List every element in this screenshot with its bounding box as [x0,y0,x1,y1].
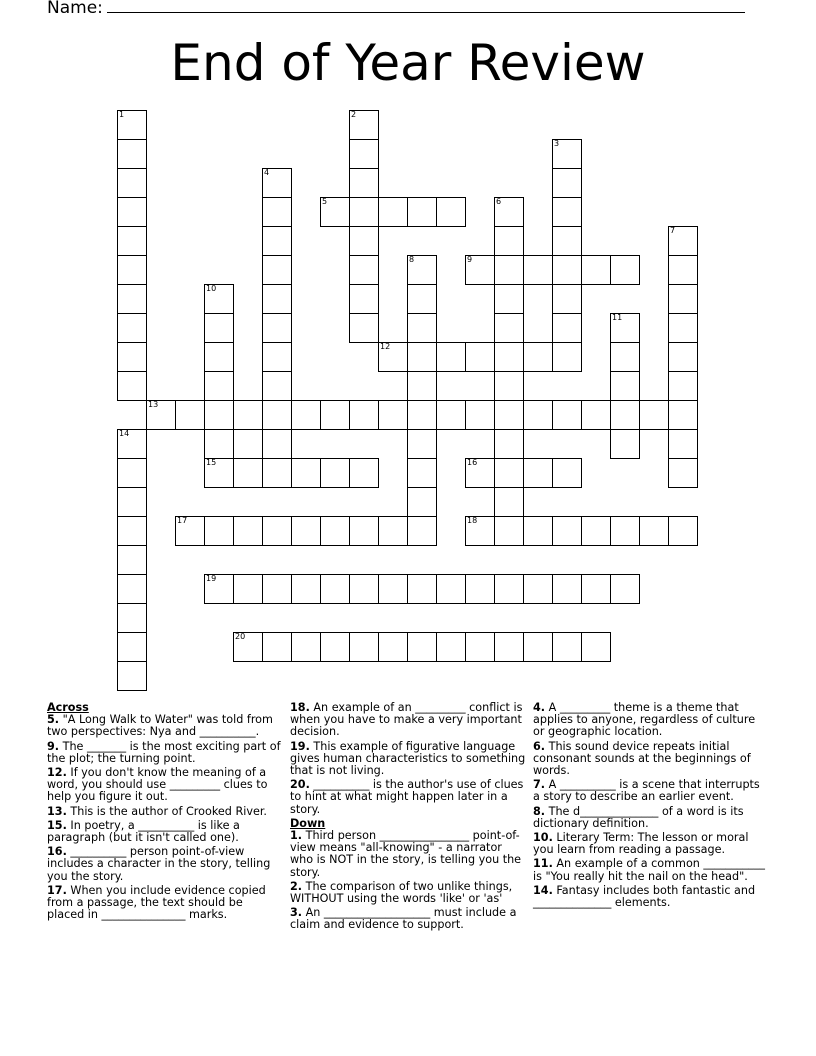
clue-across: 16. __________ person point-of-view includes a character in the story, telling you the story. [47,845,271,883]
clue-down: 14. Fantasy includes both fantastic and ______________ elements. [533,883,756,910]
clue-number: 12 [380,342,391,351]
clue-across: 19. This example of figurative language gives human characteristics to something that is not living. [290,739,526,778]
clue-across: 15. In poetry, a __________ is like a paragraph (but it isn't called one). [47,818,240,845]
grid-cell[interactable] [407,255,437,285]
clue-across: 5. "A Long Walk to Water" was told from two perspectives: Nya and __________. [47,713,273,739]
grid-cell[interactable] [581,516,611,546]
clue-number: 8 [409,255,415,264]
grid-cell[interactable] [117,429,147,459]
grid-cell[interactable] [349,197,379,227]
grid-cell[interactable] [204,516,234,546]
grid-cell[interactable] [175,400,205,430]
grid-cell[interactable] [291,574,321,604]
clues-column-3 [533,702,769,911]
grid-cell[interactable] [204,400,234,430]
grid-cell[interactable] [320,458,350,488]
clue-number: 13 [148,400,159,409]
clue-number: 17 [177,516,188,525]
clue-number: 9 [467,255,473,264]
grid-cell[interactable] [291,516,321,546]
grid-cell[interactable] [117,197,147,227]
grid-cell[interactable] [494,342,524,372]
grid-cell[interactable] [494,226,524,256]
grid-cell[interactable] [668,371,698,401]
grid-cell[interactable] [552,226,582,256]
grid-cell[interactable] [407,429,437,459]
grid-cell[interactable] [523,342,553,372]
grid-cell[interactable] [262,516,292,546]
clue-number: 4 [264,168,270,177]
grid-cell[interactable] [436,632,466,662]
clue-number: 7 [670,226,676,235]
grid-cell[interactable] [233,632,263,662]
grid-cell[interactable] [552,313,582,343]
grid-cell[interactable] [204,284,234,314]
grid-cell[interactable] [407,197,437,227]
grid-cell[interactable] [204,371,234,401]
grid-cell[interactable] [291,632,321,662]
grid-cell[interactable] [494,632,524,662]
grid-cell[interactable] [494,400,524,430]
grid-cell[interactable] [262,342,292,372]
grid-cell[interactable] [320,197,350,227]
grid-cell[interactable] [407,632,437,662]
grid-cell[interactable] [494,429,524,459]
grid-cell[interactable] [523,400,553,430]
grid-cell[interactable] [378,197,408,227]
grid-cell[interactable] [146,400,176,430]
grid-cell[interactable] [668,226,698,256]
grid-cell[interactable] [465,574,495,604]
grid-cell[interactable] [117,603,147,633]
clue-across: 17. When you include evidence copied from a passage, the text should be placed in _______________ marks. [47,883,266,922]
grid-cell[interactable] [233,574,263,604]
grid-cell[interactable] [610,429,640,459]
clue-number: 15 [206,458,217,467]
grid-cell[interactable] [262,226,292,256]
grid-cell[interactable] [262,255,292,285]
grid-cell[interactable] [262,574,292,604]
grid-cell[interactable] [610,516,640,546]
grid-cell[interactable] [465,632,495,662]
grid-cell[interactable] [494,255,524,285]
grid-cell[interactable] [349,574,379,604]
clue-down: 10. Literary Term: The lesson or moral you learn from reading a passage. [533,831,749,857]
grid-cell[interactable] [117,632,147,662]
grid-cell[interactable] [668,313,698,343]
grid-cell[interactable] [494,487,524,517]
clue-number: 3 [554,139,560,148]
grid-cell[interactable] [262,400,292,430]
grid-cell[interactable] [523,458,553,488]
grid-cell[interactable] [668,516,698,546]
clue-across: 9. The _______ is the most exciting part of the plot; the turning point. [47,739,281,765]
grid-cell[interactable] [262,371,292,401]
grid-cell[interactable] [262,458,292,488]
grid-cell[interactable] [117,371,147,401]
grid-cell[interactable] [378,400,408,430]
grid-cell[interactable] [494,284,524,314]
grid-cell[interactable] [204,574,234,604]
grid-cell[interactable] [668,284,698,314]
clue-number: 6 [496,197,502,206]
grid-cell[interactable] [349,400,379,430]
clue-number: 16 [467,458,478,467]
clue-number: 5 [322,197,328,206]
grid-cell[interactable] [117,661,147,691]
grid-cell[interactable] [552,139,582,169]
grid-cell[interactable] [494,574,524,604]
grid-cell[interactable] [523,255,553,285]
grid-cell[interactable] [204,313,234,343]
grid-cell[interactable] [494,313,524,343]
grid-cell[interactable] [117,110,147,140]
grid-cell[interactable] [117,313,147,343]
clue-down: 7. A __________ is a scene that interrupts a story to describe an earlier event. [533,778,760,804]
across-heading: Across [47,701,89,714]
clue-down: 11. An example of a common ___________ is "You really hit the nail on the head". [533,857,765,883]
grid-cell[interactable] [349,313,379,343]
grid-cell[interactable] [320,400,350,430]
clue-number: 20 [235,632,246,641]
grid-cell[interactable] [523,632,553,662]
grid-cell[interactable] [407,516,437,546]
grid-cell[interactable] [117,284,147,314]
grid-cell[interactable] [291,400,321,430]
grid-cell[interactable] [581,574,611,604]
grid-cell[interactable] [349,168,379,198]
clue-number: 10 [206,284,217,293]
clue-down: 8. The d______________ of a word is its dictionary definition. [533,804,744,830]
clue-across: 12. If you don't know the meaning of a word, you should use _________ clues to help you figure it out. [47,766,268,804]
clue-number: 14 [119,429,130,438]
grid-cell[interactable] [494,516,524,546]
clue-number: 1 [119,110,125,119]
grid-cell[interactable] [204,429,234,459]
grid-cell[interactable] [117,516,147,546]
grid-cell[interactable] [610,400,640,430]
down-heading: Down [290,816,326,830]
grid-cell[interactable] [494,458,524,488]
grid-cell[interactable] [378,516,408,546]
grid-cell[interactable] [668,342,698,372]
grid-cell[interactable] [233,516,263,546]
grid-cell[interactable] [233,458,263,488]
grid-cell[interactable] [291,458,321,488]
grid-cell[interactable] [552,458,582,488]
grid-cell[interactable] [262,197,292,227]
grid-cell[interactable] [407,458,437,488]
clue-number: 19 [206,574,217,583]
grid-cell[interactable] [117,458,147,488]
grid-cell[interactable] [494,197,524,227]
grid-cell[interactable] [320,574,350,604]
grid-cell[interactable] [668,429,698,459]
clue-across: 13. This is the author of Crooked River. [47,804,267,818]
grid-cell[interactable] [407,371,437,401]
grid-cell[interactable] [378,342,408,372]
grid-cell[interactable] [552,168,582,198]
grid-cell[interactable] [552,574,582,604]
grid-cell[interactable] [465,516,495,546]
grid-cell[interactable] [320,632,350,662]
grid-cell[interactable] [552,516,582,546]
grid-cell[interactable] [117,487,147,517]
clue-number: 2 [351,110,357,119]
clue-down: 6. This sound device repeats initial consonant sounds at the beginnings of words. [533,739,751,778]
grid-cell[interactable] [610,574,640,604]
grid-cell[interactable] [378,574,408,604]
grid-cell[interactable] [262,632,292,662]
grid-cell[interactable] [465,255,495,285]
grid-cell[interactable] [436,342,466,372]
grid-cell[interactable] [233,400,263,430]
clue-across: 18. An example of an _________ conflict is when you have to make a very important decision. [290,701,523,739]
page-title: End of Year Review [170,34,646,92]
grid-cell[interactable] [349,632,379,662]
clue-down: 4. A _________ theme is a theme that applies to anyone, regardless of culture or geographic location. [533,701,756,739]
grid-cell[interactable] [465,342,495,372]
grid-cell[interactable] [465,458,495,488]
grid-cell[interactable] [610,255,640,285]
grid-cell[interactable] [349,110,379,140]
grid-cell[interactable] [117,139,147,169]
grid-cell[interactable] [610,342,640,372]
clue-down: 3. An ___________________ must include a claim and evidence to support. [290,906,517,932]
grid-cell[interactable] [349,255,379,285]
grid-cell[interactable] [262,168,292,198]
grid-cell[interactable] [117,574,147,604]
grid-cell[interactable] [204,458,234,488]
clue-number: 11 [612,313,623,322]
grid-cell[interactable] [117,545,147,575]
grid-cell[interactable] [668,400,698,430]
grid-cell[interactable] [610,313,640,343]
grid-cell[interactable] [436,197,466,227]
grid-cell[interactable] [523,574,553,604]
grid-cell[interactable] [668,255,698,285]
grid-cell[interactable] [175,516,205,546]
clue-down: 1. Third person ________________ point-of-view means "all-knowing" - a narrator who is NOT in the story, is telling you the story. [290,829,522,879]
grid-cell[interactable] [117,226,147,256]
grid-cell[interactable] [349,458,379,488]
name-label: Name: [47,0,103,18]
grid-cell[interactable] [117,342,147,372]
grid-cell[interactable] [262,284,292,314]
grid-cell[interactable] [581,400,611,430]
grid-cell[interactable] [465,400,495,430]
clue-across: 20. __________ is the author's use of clues to hint at what might happen later in a story. [290,778,524,816]
grid-cell[interactable] [639,400,669,430]
grid-cell[interactable] [349,139,379,169]
grid-cell[interactable] [320,516,350,546]
grid-cell[interactable] [349,284,379,314]
grid-cell[interactable] [523,516,553,546]
grid-cell[interactable] [262,429,292,459]
grid-cell[interactable] [407,574,437,604]
grid-cell[interactable] [639,516,669,546]
grid-cell[interactable] [407,284,437,314]
grid-cell[interactable] [610,371,640,401]
grid-cell[interactable] [407,487,437,517]
grid-cell[interactable] [407,400,437,430]
grid-cell[interactable] [436,400,466,430]
grid-cell[interactable] [552,284,582,314]
clues-column-2 [290,702,526,934]
grid-cell[interactable] [407,342,437,372]
grid-cell[interactable] [552,255,582,285]
grid-cell[interactable] [117,255,147,285]
grid-cell[interactable] [407,313,437,343]
grid-cell[interactable] [204,342,234,372]
grid-cell[interactable] [581,255,611,285]
clues-column-1 [47,702,283,923]
grid-cell[interactable] [552,400,582,430]
grid-cell[interactable] [378,632,408,662]
clue-number: 18 [467,516,478,525]
grid-cell[interactable] [262,313,292,343]
grid-cell[interactable] [552,342,582,372]
grid-cell[interactable] [668,458,698,488]
grid-cell[interactable] [552,197,582,227]
grid-cell[interactable] [494,371,524,401]
grid-cell[interactable] [552,632,582,662]
grid-cell[interactable] [581,632,611,662]
grid-cell[interactable] [436,574,466,604]
grid-cell[interactable] [349,226,379,256]
grid-cell[interactable] [117,168,147,198]
grid-cell[interactable] [349,516,379,546]
clue-down: 2. The comparison of two unlike things, WITHOUT using the words 'like' or 'as' [290,879,513,906]
